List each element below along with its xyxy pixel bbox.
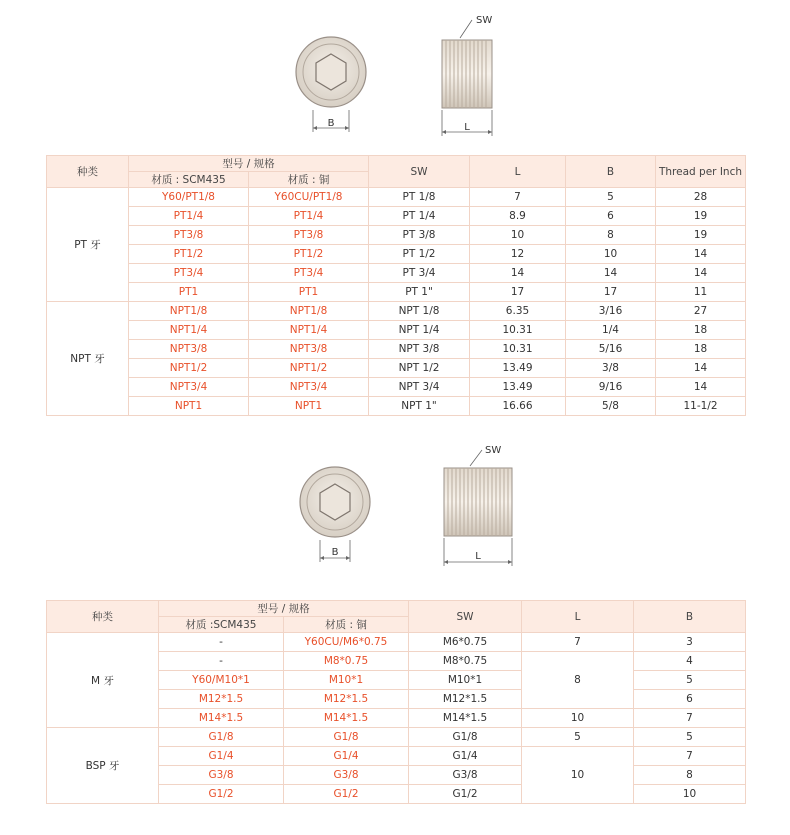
header-category: 种类 (47, 156, 129, 188)
b-cell: 8 (566, 226, 656, 245)
b-dimension-label: B (327, 118, 335, 129)
b-cell: 3/16 (566, 302, 656, 321)
header-model: 型号 / 规格 (159, 601, 409, 617)
header-b: B (566, 156, 656, 188)
b-cell: 10 (634, 785, 746, 804)
cu-cell: PT1 (249, 283, 369, 302)
scm-cell: Y60/M10*1 (159, 671, 284, 690)
b-cell: 7 (634, 709, 746, 728)
table-row (47, 226, 746, 245)
front-view (300, 467, 370, 562)
scm-cell: Y60/PT1/8 (129, 188, 249, 207)
tpi-cell: 19 (656, 207, 746, 226)
sw-cell: M12*1.5 (409, 690, 522, 709)
cu-cell: M14*1.5 (284, 709, 409, 728)
cu-cell: G1/4 (284, 747, 409, 766)
sw-cell: PT 3/4 (369, 264, 470, 283)
header-sw: SW (409, 601, 522, 633)
header-material-cu: 材质 : 铜 (249, 172, 369, 188)
tpi-cell: 28 (656, 188, 746, 207)
tpi-cell: 14 (656, 264, 746, 283)
l-cell: 10 (470, 226, 566, 245)
l-cell: 6.35 (470, 302, 566, 321)
b-cell: 9/16 (566, 378, 656, 397)
scm-cell: PT3/8 (129, 226, 249, 245)
tpi-cell: 18 (656, 321, 746, 340)
sw-cell: NPT 3/8 (369, 340, 470, 359)
category-cell: PT 牙 (47, 188, 129, 302)
scm-cell: M12*1.5 (159, 690, 284, 709)
sw-cell: G1/2 (409, 785, 522, 804)
b-cell: 5 (634, 671, 746, 690)
scm-cell: G1/8 (159, 728, 284, 747)
sw-label: SW (485, 445, 502, 456)
b-cell: 5/8 (566, 397, 656, 416)
b-cell: 6 (634, 690, 746, 709)
b-cell: 5/16 (566, 340, 656, 359)
sw-cell: PT 1/4 (369, 207, 470, 226)
sw-label: SW (476, 15, 493, 26)
sw-cell: M10*1 (409, 671, 522, 690)
scm-cell: NPT1/4 (129, 321, 249, 340)
figure-pt-plug (280, 10, 510, 140)
table-row (47, 321, 746, 340)
header-model: 型号 / 规格 (129, 156, 369, 172)
table-row (47, 633, 746, 652)
b-cell: 14 (566, 264, 656, 283)
b-cell: 17 (566, 283, 656, 302)
b-cell: 3 (634, 633, 746, 652)
sw-cell: PT 1/2 (369, 245, 470, 264)
cu-cell: G1/2 (284, 785, 409, 804)
tpi-cell: 11 (656, 283, 746, 302)
header-material-scm: 材质 :SCM435 (159, 617, 284, 633)
l-cell: 5 (522, 728, 634, 747)
category-cell: BSP 牙 (47, 728, 159, 804)
cu-cell: NPT1 (249, 397, 369, 416)
table-row (47, 245, 746, 264)
sw-cell: PT 1/8 (369, 188, 470, 207)
sw-cell: PT 3/8 (369, 226, 470, 245)
tpi-cell: 11-1/2 (656, 397, 746, 416)
tpi-cell: 14 (656, 359, 746, 378)
b-cell: 5 (566, 188, 656, 207)
l-cell: 7 (470, 188, 566, 207)
l-cell: 7 (522, 633, 634, 652)
scm-cell: NPT1 (129, 397, 249, 416)
l-cell: 10.31 (470, 321, 566, 340)
b-cell: 8 (634, 766, 746, 785)
b-cell: 4 (634, 652, 746, 671)
table-row (47, 359, 746, 378)
category-cell: M 牙 (47, 633, 159, 728)
sw-cell: M6*0.75 (409, 633, 522, 652)
scm-cell: PT1 (129, 283, 249, 302)
cu-cell: G1/8 (284, 728, 409, 747)
cu-cell: NPT3/8 (249, 340, 369, 359)
l-cell: 17 (470, 283, 566, 302)
scm-cell: - (159, 633, 284, 652)
l-cell: 8.9 (470, 207, 566, 226)
scm-cell: G3/8 (159, 766, 284, 785)
table-row (47, 340, 746, 359)
sw-cell: G1/4 (409, 747, 522, 766)
table-row (47, 378, 746, 397)
b-cell: 7 (634, 747, 746, 766)
side-view (444, 445, 512, 566)
sw-cell: M14*1.5 (409, 709, 522, 728)
tpi-cell: 14 (656, 245, 746, 264)
header-b: B (634, 601, 746, 633)
sw-cell: NPT 1/8 (369, 302, 470, 321)
b-cell: 10 (566, 245, 656, 264)
l-dimension-label: L (464, 122, 470, 133)
scm-cell: NPT1/2 (129, 359, 249, 378)
cu-cell: M12*1.5 (284, 690, 409, 709)
cu-cell: Y60CU/M6*0.75 (284, 633, 409, 652)
scm-cell: G1/2 (159, 785, 284, 804)
scm-cell: PT1/2 (129, 245, 249, 264)
tpi-cell: 18 (656, 340, 746, 359)
cu-cell: Y60CU/PT1/8 (249, 188, 369, 207)
l-cell: 10 (522, 709, 634, 728)
scm-cell: - (159, 652, 284, 671)
l-cell: 8 (522, 652, 634, 709)
b-cell: 1/4 (566, 321, 656, 340)
header-sw: SW (369, 156, 470, 188)
category-cell: NPT 牙 (47, 302, 129, 416)
sw-cell: G1/8 (409, 728, 522, 747)
cu-cell: PT1/4 (249, 207, 369, 226)
header-material-scm: 材质 : SCM435 (129, 172, 249, 188)
scm-cell: NPT3/8 (129, 340, 249, 359)
l-cell: 10.31 (470, 340, 566, 359)
table-row (47, 397, 746, 416)
scm-cell: NPT3/4 (129, 378, 249, 397)
sw-cell: G3/8 (409, 766, 522, 785)
tpi-cell: 19 (656, 226, 746, 245)
scm-cell: PT1/4 (129, 207, 249, 226)
scm-cell: G1/4 (159, 747, 284, 766)
table-row (47, 188, 746, 207)
table-row (47, 302, 746, 321)
pt-npt-spec-table (46, 155, 746, 416)
tpi-cell: 27 (656, 302, 746, 321)
scm-cell: NPT1/8 (129, 302, 249, 321)
cu-cell: NPT3/4 (249, 378, 369, 397)
cu-cell: M10*1 (284, 671, 409, 690)
l-dimension-label: L (475, 551, 481, 562)
sw-cell: NPT 3/4 (369, 378, 470, 397)
header-category: 种类 (47, 601, 159, 633)
cu-cell: PT3/8 (249, 226, 369, 245)
l-cell: 13.49 (470, 378, 566, 397)
l-cell: 10 (522, 747, 634, 804)
table-row (47, 264, 746, 283)
table-row (47, 283, 746, 302)
scm-cell: M14*1.5 (159, 709, 284, 728)
b-cell: 3/8 (566, 359, 656, 378)
l-cell: 12 (470, 245, 566, 264)
tpi-cell: 14 (656, 378, 746, 397)
m-bsp-spec-table (46, 600, 746, 804)
cu-cell: G3/8 (284, 766, 409, 785)
cu-cell: M8*0.75 (284, 652, 409, 671)
figure-m-bsp-plug (280, 440, 510, 570)
sw-cell: M8*0.75 (409, 652, 522, 671)
cu-cell: NPT1/8 (249, 302, 369, 321)
scm-cell: PT3/4 (129, 264, 249, 283)
header-l: L (470, 156, 566, 188)
l-cell: 13.49 (470, 359, 566, 378)
sw-cell: NPT 1" (369, 397, 470, 416)
cu-cell: NPT1/4 (249, 321, 369, 340)
cu-cell: NPT1/2 (249, 359, 369, 378)
b-dimension-label: B (331, 547, 339, 558)
b-cell: 5 (634, 728, 746, 747)
sw-cell: NPT 1/4 (369, 321, 470, 340)
b-cell: 6 (566, 207, 656, 226)
header-tpi: Thread per Inch (656, 156, 746, 188)
table-row (47, 207, 746, 226)
l-cell: 16.66 (470, 397, 566, 416)
cu-cell: PT1/2 (249, 245, 369, 264)
sw-cell: NPT 1/2 (369, 359, 470, 378)
side-view (442, 15, 492, 136)
cu-cell: PT3/4 (249, 264, 369, 283)
table-row (47, 728, 746, 747)
header-material-cu: 材质 : 铜 (284, 617, 409, 633)
header-l: L (522, 601, 634, 633)
l-cell: 14 (470, 264, 566, 283)
front-view (296, 37, 366, 132)
sw-cell: PT 1" (369, 283, 470, 302)
